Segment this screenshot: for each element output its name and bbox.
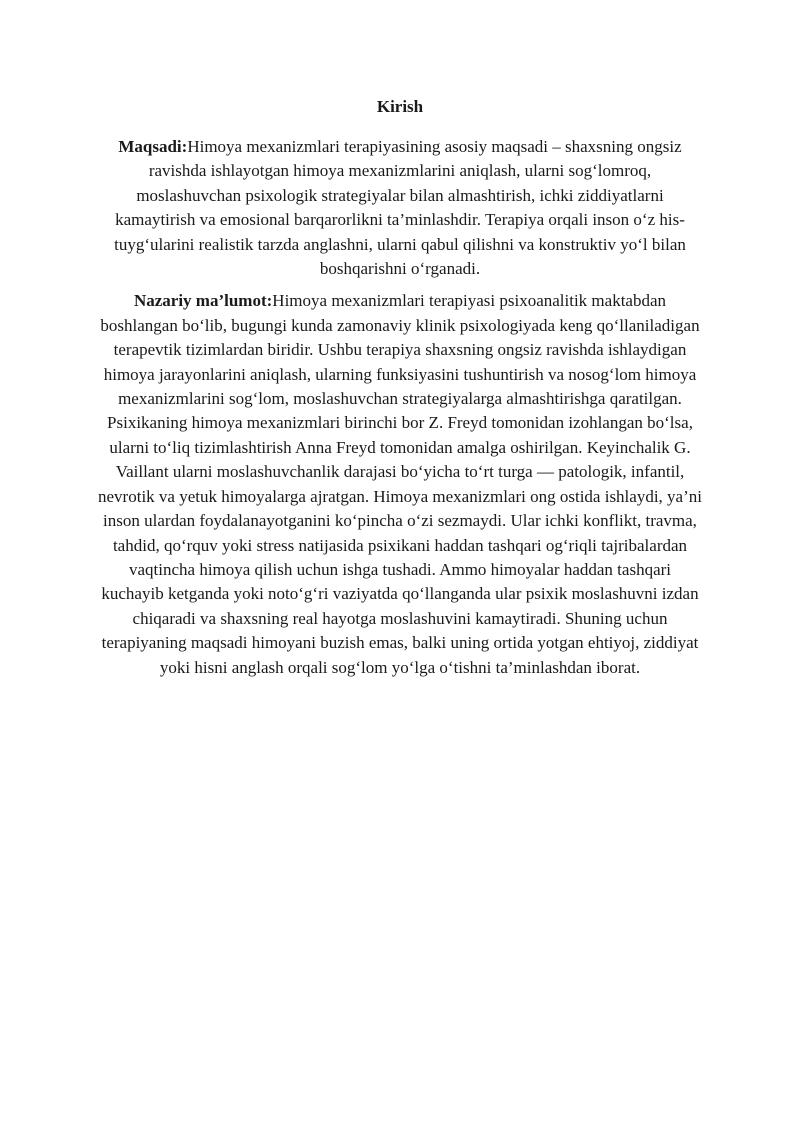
document-page (96, 0, 704, 688)
page-title: Kirish (376, 97, 424, 116)
paragraph-text-maqsadi: Himoya mexanizmlari terapiyasining asosiy maqsadi – shaxsning ongsiz ravishda ishlayotgan himoya mexanizmlarini aniqlash, ularni sog‘lomroq, moslashuvchan psixologik strategiyalar bilan almashtirish, ichki ziddiyatlarni kamaytirish va emosional barqarorlikni ta’minlashdir. Terapiya orqali inson o‘z his-tuyg‘ularini realistik tarzda anglashni, ularni qabul qilishni va konstruktiv yo‘l bilan boshqarishni o‘rganadi. (114, 137, 686, 279)
paragraph-maqsadi (96, 135, 704, 281)
paragraph-label-nazariy-malumot: Nazariy ma’lumot: (133, 291, 273, 311)
paragraph-label-maqsadi: Maqsadi: (118, 137, 188, 156)
paragraph-nazariy-malumot (96, 289, 704, 680)
paragraph-text-nazariy-malumot: Himoya mexanizmlari terapiyasi psixoanalitik maktabdan boshlangan bo‘lib, bugungi kunda zamonaviy klinik psixologiyada keng qo‘llaniladigan terapevtik tizimlardan biridir. Ushbu terapiya shaxsning ongsiz ravishda ishlaydigan himoya jarayonlarini aniqlash, ularning funksiyasini tushuntirish va nosog‘lom himoya mexanizmlarini sog‘lom, moslashuvchan strategiyalarga almashtirishga qaratilgan. Psixikaning himoya mexanizmlari birinchi bor Z. Freyd tomonidan izohlangan bo‘lsa, ularni to‘liq tizimlashtirish Anna Freyd tomonidan amalga oshirilgan. Keyinchalik G. Vaillant ularni moslashuvchanlik darajasi bo‘yicha to‘rt turga — patologik, infantil, nevrotik va yetuk himoyalarga ajratgan. Himoya mexanizmlari ong ostida ishlaydi, ya’ni inson ulardan foydalanayotganini ko‘pincha o‘zi sezmaydi. Ular ichki konflikt, travma, tahdid, qo‘rquv yoki stress natijasida psixikani haddan tashqari og‘riqli tajribalardan vaqtincha himoya qilish uchun ishga tushadi. Ammo himoyalar haddan tashqari kuchayib ketganda yoki noto‘g‘ri vaziyatda qo‘llanganda ular psixik moslashuvni izdan chiqaradi va shaxsning real hayotga moslashuvini kamaytiradi. Shuning uchun terapiyaning maqsadi himoyani buzish emas, balki uning ortida yotgan ehtiyoj, ziddiyat yoki hisni anglash orqali sog‘lom yo‘lga o‘tishni ta’minlashdan iborat. (98, 291, 702, 677)
